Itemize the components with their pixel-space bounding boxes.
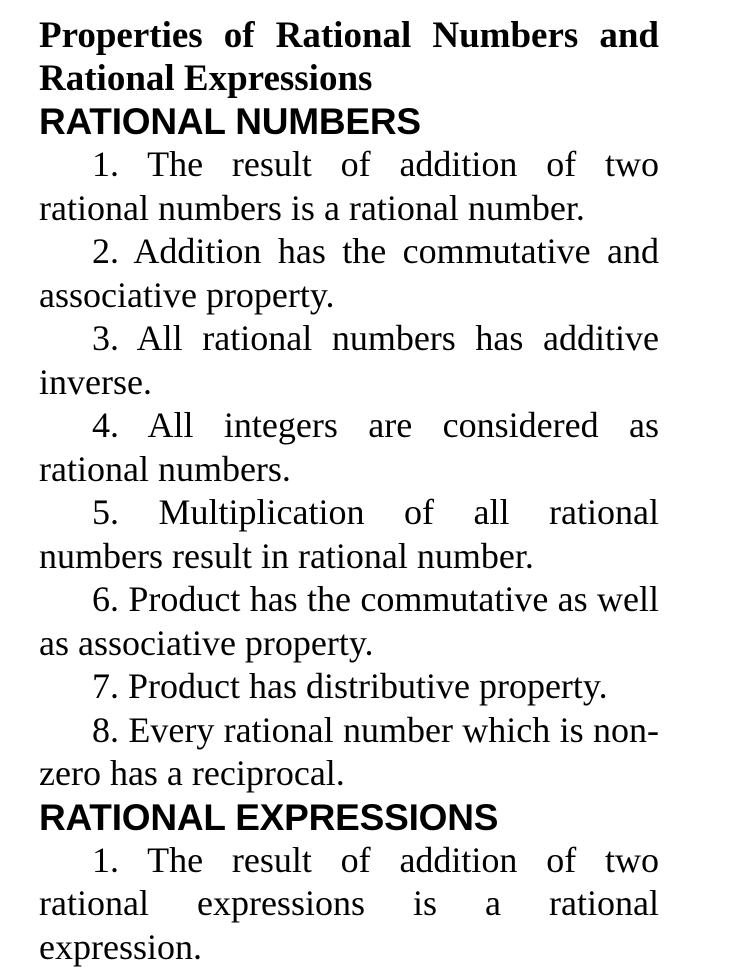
page-title	[39, 14, 659, 100]
property-item: 7. Product has distributive property.	[92, 666, 608, 706]
document-page	[39, 14, 659, 969]
property-item: 8. Every rational number which is non-zero has a reciprocal.	[39, 709, 659, 793]
property-item: 4. All integers are considered as rational numbers.	[39, 405, 659, 489]
property-item: 6. Product has the commutative as well as associative property.	[39, 579, 659, 663]
property-item: 1. The result of addition of two rational numbers is a rational number.	[39, 144, 659, 228]
property-item: 3. All rational numbers has additive inverse.	[39, 318, 659, 402]
section-rational-numbers	[39, 100, 659, 796]
section-rational-expressions	[39, 796, 659, 970]
section-heading-rational-expressions: RATIONAL EXPRESSIONS	[39, 796, 499, 838]
property-item: 2. Addition has the commutative and associative property.	[39, 231, 659, 315]
page-title-line-1: Properties of Rational Numbers and	[39, 15, 659, 56]
section-heading-rational-numbers: RATIONAL NUMBERS	[39, 101, 421, 142]
property-item: 5. Multiplication of all rational numbers result in rational number.	[39, 492, 659, 576]
page-title-line-2: Rational Expressions	[39, 58, 373, 99]
property-item: 1. The result of addition of two rational expressions is a rational expression.	[39, 839, 659, 967]
